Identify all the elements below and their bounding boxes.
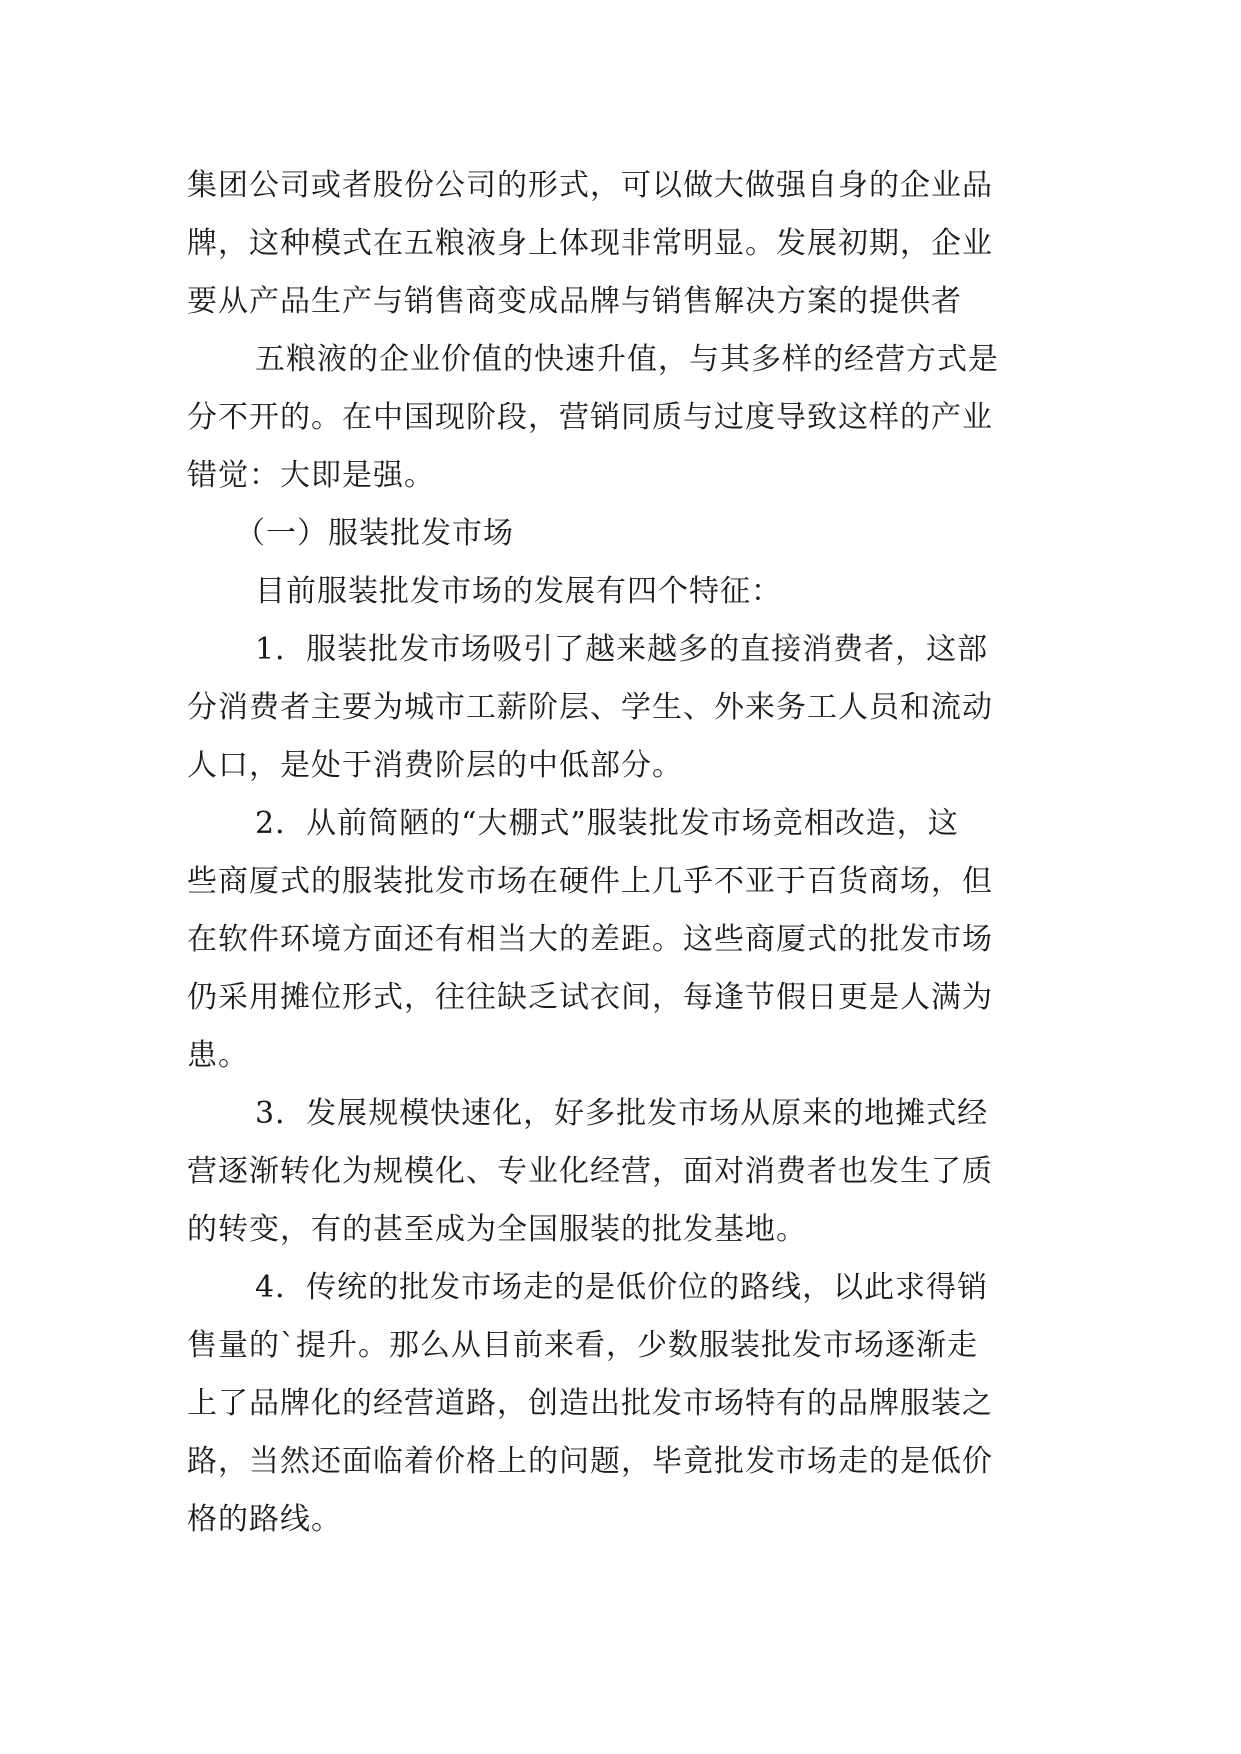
text-line: 要从产品生产与销售商变成品牌与销售解决方案的提供者	[187, 284, 962, 319]
text-line: 在软件环境方面还有相当大的差距。这些商厦式的批发市场	[187, 922, 993, 957]
text-line: 格的路线。	[187, 1502, 342, 1537]
list-item-2-line: 2．从前简陋的“大棚式”服装批发市场竞相改造，这	[255, 806, 959, 841]
paragraph-first-line: 五粮液的企业价值的快速升值，与其多样的经营方式是	[255, 342, 999, 377]
list-item-4-line: 4．传统的批发市场走的是低价位的路线，以此求得销	[255, 1270, 989, 1305]
text-line: 患。	[187, 1038, 249, 1073]
section-heading: （一）服装批发市场	[235, 516, 514, 551]
text-line: 集团公司或者股份公司的形式，可以做大做强自身的企业品	[187, 168, 993, 203]
text-line: 营逐渐转化为规模化、专业化经营，面对消费者也发生了质	[187, 1154, 993, 1189]
list-item-1-line: 1．服装批发市场吸引了越来越多的直接消费者，这部	[255, 632, 989, 667]
text-line: 些商厦式的服装批发市场在硬件上几乎不亚于百货商场，但	[187, 864, 993, 899]
text-line: 路，当然还面临着价格上的问题，毕竟批发市场走的是低价	[187, 1444, 993, 1479]
text-line: 上了品牌化的经营道路，创造出批发市场特有的品牌服装之	[187, 1386, 993, 1421]
text-line: 分不开的。在中国现阶段，营销同质与过度导致这样的产业	[187, 400, 993, 435]
list-item-3-line: 3．发展规模快速化，好多批发市场从原来的地摊式经	[255, 1096, 989, 1131]
text-line: 人口，是处于消费阶层的中低部分。	[187, 748, 683, 783]
text-line: 分消费者主要为城市工薪阶层、学生、外来务工人员和流动	[187, 690, 993, 725]
text-line: 售量的`提升。那么从目前来看，少数服装批发市场逐渐走	[187, 1328, 978, 1363]
text-line: 仍采用摊位形式，往往缺乏试衣间，每逢节假日更是人满为	[187, 980, 993, 1015]
paragraph-first-line: 目前服装批发市场的发展有四个特征：	[255, 574, 782, 609]
text-line: 的转变，有的甚至成为全国服装的批发基地。	[187, 1212, 807, 1247]
text-line: 牌，这种模式在五粮液身上体现非常明显。发展初期，企业	[187, 226, 993, 261]
text-line: 错觉：大即是强。	[187, 458, 435, 493]
